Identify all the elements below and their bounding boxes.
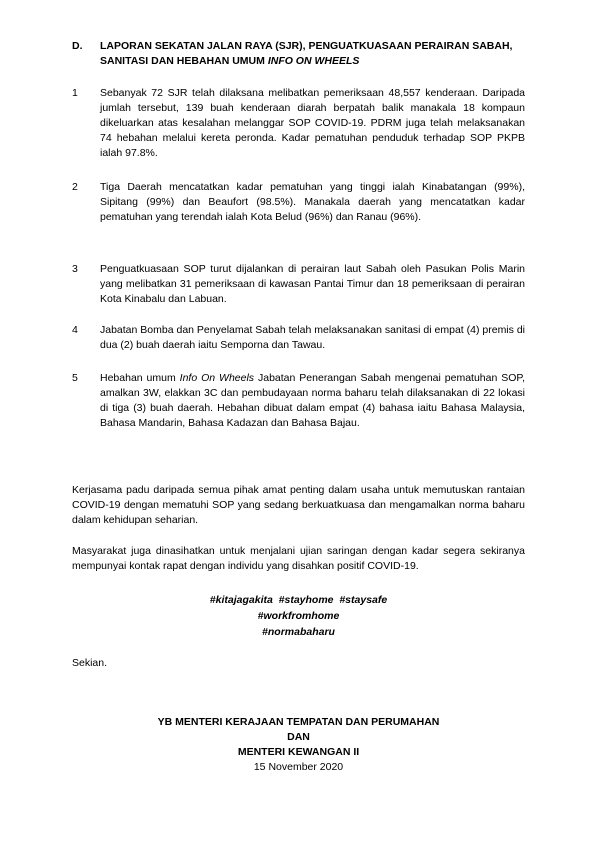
list-item-text: Jabatan Bomba dan Penyelamat Sabah telah melaksanakan sanitasi di empat (4) premis di dua (2) buah daerah iaitu Semporna dan Tawau. xyxy=(100,324,525,351)
list-item-text xyxy=(100,371,525,431)
list-item-number: 5 xyxy=(72,372,78,384)
list-item-text: Penguatkuasaan SOP turut dijalankan di perairan laut Sabah oleh Pasukan Polis Marin yang melibatkan 31 pemeriksaan di kawasan Pantai Timur dan 18 pemeriksaan di perairan Kota Kinabalu dan Labuan. xyxy=(100,263,525,305)
list-item-text-start: Hebahan umum xyxy=(100,372,180,384)
hashtags-line-3: #normabaharu xyxy=(262,626,335,638)
closing-paragraph-2: Masyarakat juga dinasihatkan untuk menjalani ujian saringan dengan kadar segera sekiranya mempunyai kontak rapat dengan individu yang disahkan positif COVID-19. xyxy=(72,545,525,572)
signature-line-1: YB MENTERI KERAJAAN TEMPATAN DAN PERUMAHAN xyxy=(157,716,440,728)
closing-paragraph-1: Kerjasama padu daripada semua pihak amat penting dalam usaha untuk memutuskan rantaian COVID-19 dengan mematuhi SOP yang sedang berkuatkuasa dan mengamalkan norma baharu dalam kehidupan seharian. xyxy=(72,484,525,526)
signature-line-3: MENTERI KEWANGAN II xyxy=(237,746,360,758)
signature-date: 15 November 2020 xyxy=(253,761,344,773)
hashtags-block xyxy=(72,592,525,640)
hashtags-line-2: #workfromhome xyxy=(257,610,340,622)
section-title-italic: INFO ON WHEELS xyxy=(267,55,360,67)
list-item-text-end: Jabatan Penerangan Sabah mengenai pematuhan SOP, amalkan 3W, elakkan 3C dan pembudayaan norma baharu telah dilaksanakan di 22 lokasi di tiga (3) buah daerah. Hebahan dibuat dalam empat (4) bahasa iaitu Bahasa Malaysia, Bahasa Mandarin, Bahasa Kadazan dan Bahasa Bajau. xyxy=(100,372,525,429)
list-item-number: 2 xyxy=(72,181,78,193)
hashtags-line-1: #kitajagakita #stayhome #staysafe xyxy=(209,594,388,606)
list-item-number: 3 xyxy=(72,263,78,275)
signature-line-2: DAN xyxy=(287,731,310,743)
sekian-text: Sekian. xyxy=(72,657,108,669)
section-letter: D. xyxy=(72,40,83,52)
list-item-number: 1 xyxy=(72,87,78,99)
list-item-number: 4 xyxy=(72,324,78,336)
list-item-text: Tiga Daerah mencatatkan kadar pematuhan yang tinggi ialah Kinabatangan (99%), Sipitang (99%) dan Beaufort (98.5%). Manakala daerah yang mencatatkan kadar pematuhan yang terendah ialah Kota Belud (96%) dan Ranau (96%). xyxy=(100,181,525,223)
section-title-main: LAPORAN SEKATAN JALAN RAYA (SJR), PENGUATKUASAAN PERAIRAN SABAH, SANITASI DAN HEBAHAN UMUM xyxy=(100,40,513,67)
signature-block xyxy=(72,715,525,775)
list-item-text: Sebanyak 72 SJR telah dilaksana melibatkan pemeriksaan 48,557 kenderaan. Daripada jumlah tersebut, 139 buah kenderaan diarah berpatah balik manakala 18 kompaun dikeluarkan atas kesalahan melanggar SOP COVID-19. PDRM juga telah melaksanakan 74 hebahan melalui kereta peronda. Kadar pematuhan penduduk terhadap SOP PKPB ialah 97.8%. xyxy=(100,87,525,159)
section-title xyxy=(100,39,532,69)
list-item-text-italic: Info On Wheels xyxy=(179,372,255,384)
